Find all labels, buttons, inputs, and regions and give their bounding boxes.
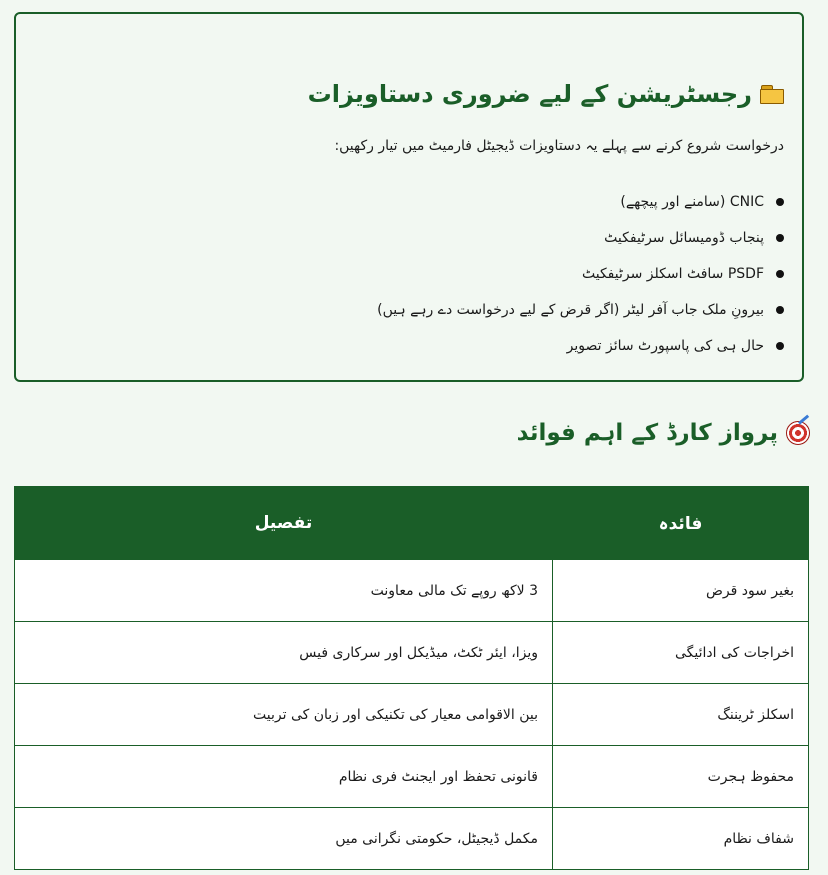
detail-cell: 3 لاکھ روپے تک مالی معاونت bbox=[15, 560, 553, 622]
table-row bbox=[15, 560, 809, 622]
benefit-cell: شفاف نظام bbox=[553, 808, 809, 870]
bullet-icon bbox=[776, 234, 784, 242]
table-row bbox=[15, 684, 809, 746]
benefits-title: پرواز کارڈ کے اہم فوائد bbox=[516, 420, 778, 446]
list-item bbox=[377, 256, 784, 292]
benefit-cell: اسکلز ٹریننگ bbox=[553, 684, 809, 746]
bullet-icon bbox=[776, 198, 784, 206]
list-item-text: حال ہی کی پاسپورٹ سائز تصویر bbox=[566, 338, 764, 354]
documents-card bbox=[14, 12, 804, 382]
benefits-table bbox=[14, 486, 809, 870]
benefit-cell: بغیر سود قرض bbox=[553, 560, 809, 622]
detail-cell: قانونی تحفظ اور ایجنٹ فری نظام bbox=[15, 746, 553, 808]
list-item bbox=[377, 220, 784, 256]
table-header-row bbox=[15, 487, 809, 560]
list-item bbox=[377, 292, 784, 328]
list-item-text: پنجاب ڈومیسائل سرٹیفکیٹ bbox=[604, 230, 764, 246]
target-icon bbox=[786, 421, 810, 445]
detail-cell: ویزا، ایئر ٹکٹ، میڈیکل اور سرکاری فیس bbox=[15, 622, 553, 684]
column-header-detail: تفصیل bbox=[15, 487, 553, 560]
table-row bbox=[15, 622, 809, 684]
table-row bbox=[15, 808, 809, 870]
documents-list bbox=[377, 184, 784, 364]
bullet-icon bbox=[776, 270, 784, 278]
column-header-benefit: فائدہ bbox=[553, 487, 809, 560]
documents-heading bbox=[308, 80, 784, 108]
benefit-cell: محفوظ ہجرت bbox=[553, 746, 809, 808]
detail-cell: مکمل ڈیجیٹل، حکومتی نگرانی میں bbox=[15, 808, 553, 870]
benefits-heading bbox=[517, 420, 810, 446]
benefit-cell: اخراجات کی ادائیگی bbox=[553, 622, 809, 684]
list-item-text: CNIC (سامنے اور پیچھے) bbox=[620, 194, 764, 210]
documents-title: رجسٹریشن کے لیے ضروری دستاویزات bbox=[307, 80, 752, 108]
list-item bbox=[377, 184, 784, 220]
list-item bbox=[377, 328, 784, 364]
folder-icon bbox=[760, 85, 784, 103]
table-row bbox=[15, 746, 809, 808]
bullet-icon bbox=[776, 342, 784, 350]
list-item-text: بیرونِ ملک جاب آفر لیٹر (اگر قرض کے لیے درخواست دے رہے ہیں) bbox=[377, 302, 764, 318]
bullet-icon bbox=[776, 306, 784, 314]
documents-intro: درخواست شروع کرنے سے پہلے یہ دستاویزات ڈیجیٹل فارمیٹ میں تیار رکھیں: bbox=[334, 138, 784, 154]
list-item-text: PSDF سافٹ اسکلز سرٹیفکیٹ bbox=[581, 266, 764, 282]
detail-cell: بین الاقوامی معیار کی تکنیکی اور زبان کی تربیت bbox=[15, 684, 553, 746]
